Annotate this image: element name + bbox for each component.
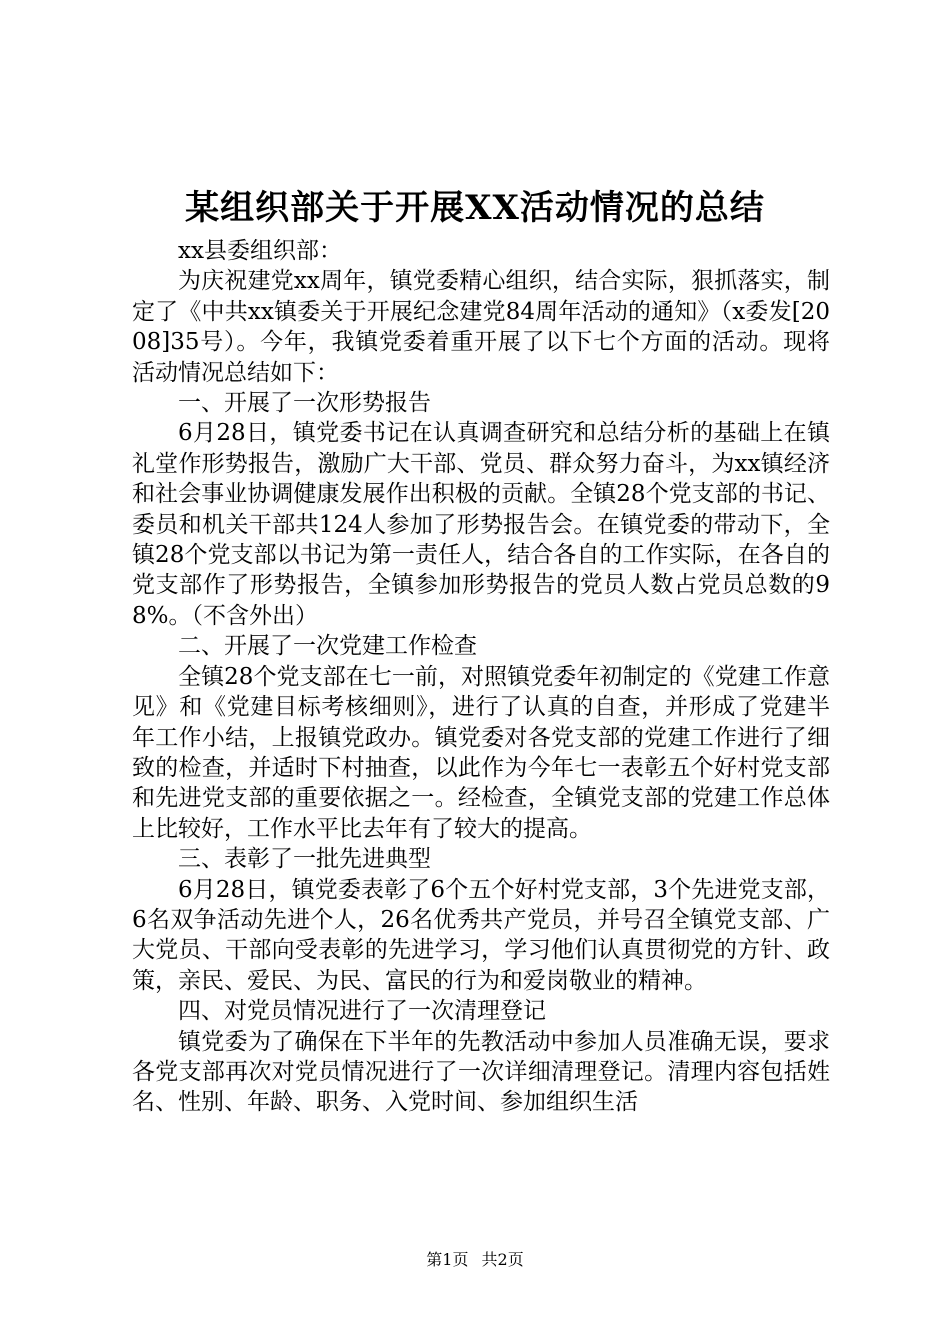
page-number: 第1页 — [426, 1250, 469, 1269]
salutation: xx县委组织部： — [178, 238, 342, 264]
section-paragraph-1: 6月28日，镇党委书记在认真调查研究和总结分析的基础上在镇礼堂作形势报告，激励广大干部、党员、群众努力奋斗，为xx镇经济和社会事业协调健康发展作出积极的贡献。全镇28个党支部的书记、委员和机关干部共124人参加了形势报告会。在镇党委的带动下，全镇28个党支部以书记为第一责任人，结合各自的工作实际，在各自的党支部作了形势报告，全镇参加形势报告的党员人数占党员总数的98%。（不含外出） — [132, 420, 830, 629]
page-footer — [0, 1249, 950, 1271]
section-paragraph-3: 6月28日，镇党委表彰了6个五个好村党支部，3个先进党支部，6名双争活动先进个人，26名优秀共产党员，并号召全镇党支部、广大党员、干部向受表彰的先进学习，学习他们认真贯彻党的方针、政策，亲民、爱民、为民、富民的行为和爱岗敬业的精神。 — [132, 876, 830, 994]
document-body — [132, 236, 830, 1118]
section-heading-2: 二、开展了一次党建工作检查 — [178, 633, 477, 660]
section-heading-4: 四、对党员情况进行了一次清理登记 — [178, 998, 546, 1025]
section-paragraph-2: 全镇28个党支部在七一前，对照镇党委年初制定的《党建工作意见》和《党建目标考核细则》，进行了认真的自查，并形成了党建半年工作小结，上报镇党政办。镇党委对各党支部的党建工作进行了细致的检查，并适时下村抽查，以此作为今年七一表彰五个好村党支部和先进党支部的重要依据之一。经检查，全镇党支部的党建工作总体上比较好，工作水平比去年有了较大的提高。 — [132, 663, 830, 842]
intro-paragraph: 为庆祝建党xx周年，镇党委精心组织，结合实际，狠抓落实，制定了《中共xx镇委关于开展纪念建党84周年活动的通知》（x委发[2008]35号）。今年，我镇党委着重开展了以下七个方面的活动。现将活动情况总结如下： — [132, 268, 830, 386]
section-paragraph-4: 镇党委为了确保在下半年的先教活动中参加人员准确无误，要求各党支部再次对党员情况进行了一次详细清理登记。清理内容包括姓名、性别、年龄、职务、入党时间、参加组织生活 — [132, 1028, 830, 1116]
page-total: 共2页 — [481, 1250, 524, 1269]
document-title: 某组织部关于开展XX活动情况的总结 — [185, 188, 765, 228]
section-heading-3: 三、表彰了一批先进典型 — [178, 846, 431, 873]
section-heading-1: 一、开展了一次形势报告 — [178, 390, 431, 417]
